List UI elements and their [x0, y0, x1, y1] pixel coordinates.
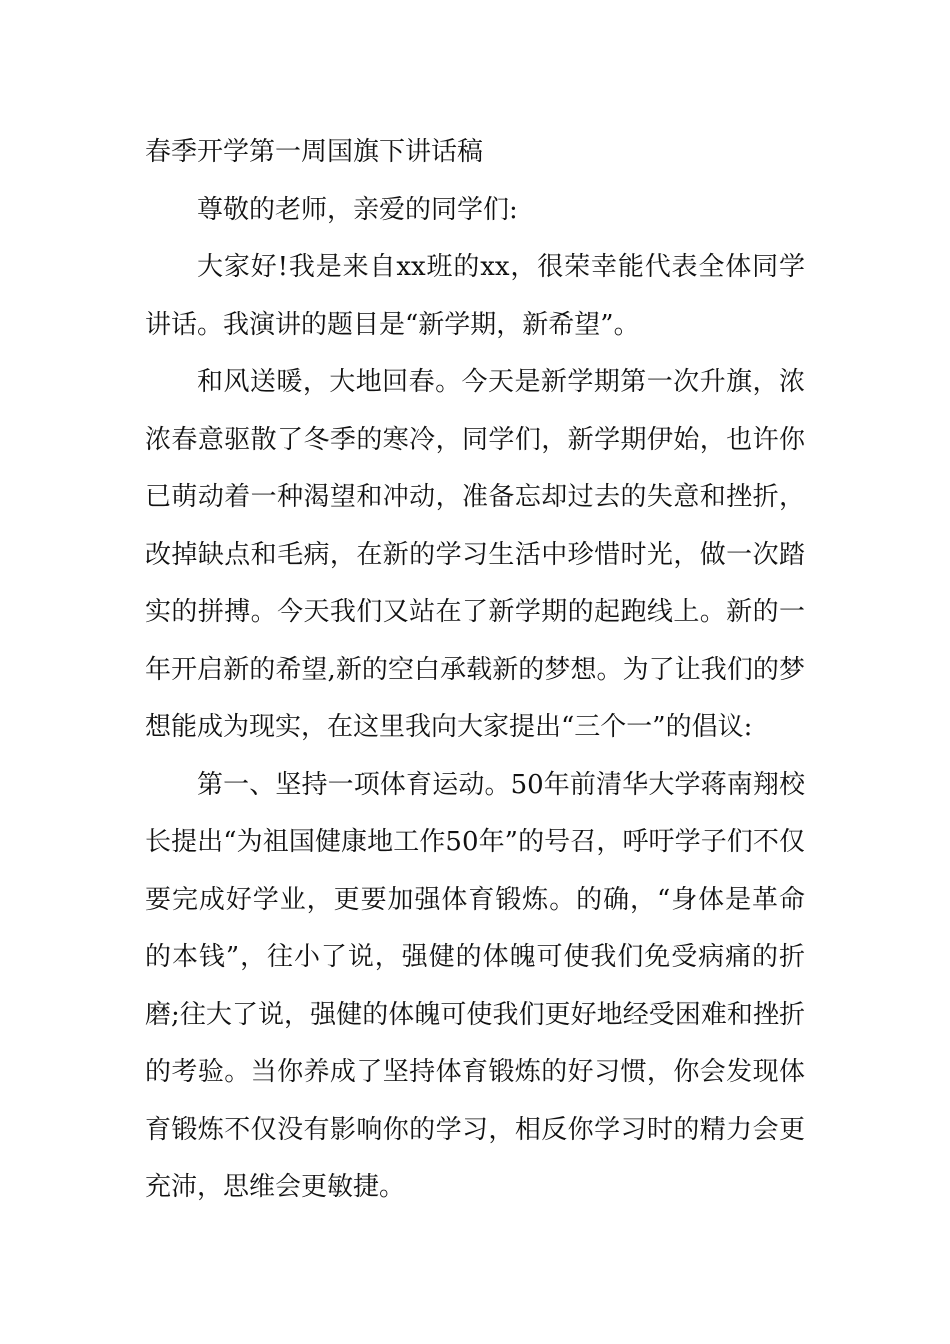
paragraph-new-semester: 和风送暖，大地回春。今天是新学期第一次升旗，浓浓春意驱散了冬季的寒冷，同学们，新学期伊始，也许你已萌动着一种渴望和冲动，准备忘却过去的失意和挫折，改掉缺点和毛病，在新的学习生活中珍惜时光，做一次踏实的拼搏。今天我们又站在了新学期的起跑线上。新的一年开启新的希望,新的空白承载新的梦想。为了让我们的梦想能成为现实，在这里我向大家提出“三个一”的倡议:: [145, 367, 805, 742]
document-title: 春季开学第一周国旗下讲话稿: [145, 137, 484, 167]
paragraph-sports: 第一、坚持一项体育运动。50年前清华大学蒋南翔校长提出“为祖国健康地工作50年”的号召，呼吁学子们不仅要完成好学业，更要加强体育锻炼。的确，“身体是革命的本钱”，往小了说，强健的体魄可使我们免受病痛的折磨;往大了说，强健的体魄可使我们更好地经受困难和挫折的考验。当你养成了坚持体育锻炼的好习惯，你会发现体育锻炼不仅没有影响你的学习，相反你学习时的精力会更充沛，思维会更敏捷。: [145, 769, 805, 1202]
paragraph-greeting: 尊敬的老师，亲爱的同学们:: [197, 194, 518, 225]
document-body: [145, 124, 805, 1217]
paragraph-introduction: 大家好!我是来自xx班的xx，很荣幸能代表全体同学讲话。我演讲的题目是“新学期，新希望”。: [145, 252, 805, 340]
